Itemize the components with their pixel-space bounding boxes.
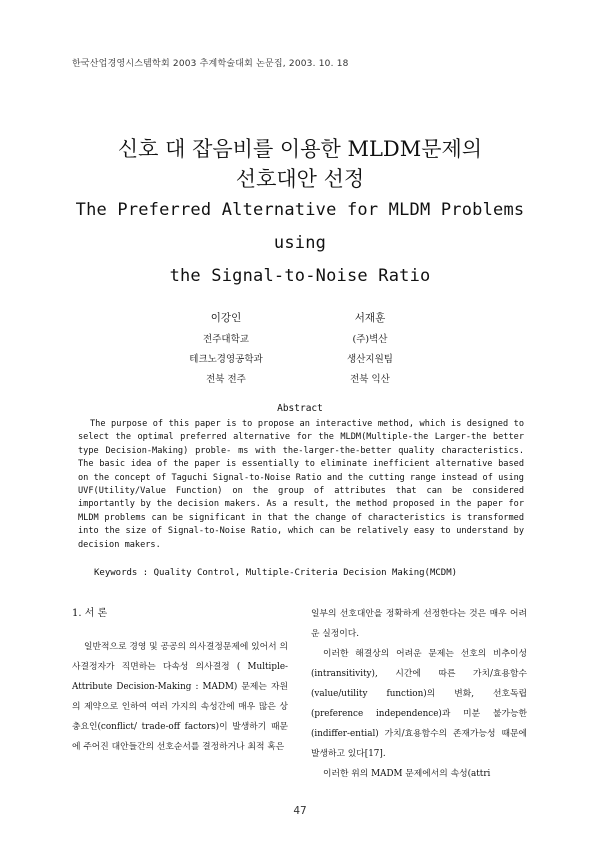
keywords: Keywords : Quality Control, Multiple-Criteria Decision Making(MCDM) <box>94 568 458 578</box>
author-department: 생산지원팀 <box>347 354 393 365</box>
title-block <box>0 134 600 293</box>
running-head: 한국산업경영시스템학회 2003 추계학술대회 논문집, 2003. 10. 18 <box>72 59 349 69</box>
page-number: 47 <box>293 805 307 817</box>
author-name: 서재훈 <box>354 312 386 324</box>
author-1 <box>166 309 286 390</box>
author-affiliation: (주)벽산 <box>352 334 388 345</box>
author-location: 전북 익산 <box>350 374 390 385</box>
english-title-line-3: the Signal-to-Noise Ratio <box>169 266 431 286</box>
abstract-heading: Abstract <box>277 403 323 414</box>
english-title-line-2: using <box>273 233 327 253</box>
paragraph: 이러한 위의 MADM 문제에서의 속성(attri <box>323 769 491 779</box>
korean-title-line-2: 선호대안 선정 <box>235 167 365 191</box>
paragraph: 이러한 해결상의 어려운 문제는 선호의 비추이성(intransitivity), 시간에 따른 가치/효용함수(value/utility function)의 변화, 선호독립(preference independence)과 미분 불가능한(indiffer-ential) 가치/효용함수의 존재가능성 때문에 발생하고 있다[17]. <box>311 649 527 759</box>
english-title-line-1: The Preferred Alternative for MLDM Problems <box>75 200 525 220</box>
paragraph: 일부의 선호대안을 정확하게 선정한다는 것은 매우 어려운 실정이다. <box>311 609 527 639</box>
section-heading: 1. 서 론 <box>72 608 108 619</box>
author-2 <box>310 309 430 390</box>
abstract-body: The purpose of this paper is to propose an interactive method, which is designed to select the optimal preferred alternative for the MLDM(Multiple-the Larger-the better type Decision-Making) proble- ms with the-larger-the-better quality characteristics. The basic idea of the paper is essentially to eliminate inefficient alternative based on the concept of Taguchi Signal-to-Noise Ratio and the cutting range instead of using UVF(Utility/Value Function) on the group of attributes that can be considered importantly by the decision makers. As a result, the method proposed in the paper for MLDM problems can be significant in that the change of characteristics is transformed into the size of Signal-to-Noise Ratio, which can be relatively easy to understand by decision makers. <box>78 419 524 550</box>
author-name: 이강인 <box>210 312 242 324</box>
left-column <box>72 604 288 757</box>
korean-title-line-1: 신호 대 잡음비를 이용한 MLDM문제의 <box>117 137 483 161</box>
author-affiliation: 전주대학교 <box>203 334 249 345</box>
author-department: 테크노경영공학과 <box>189 354 263 365</box>
author-location: 전북 전주 <box>206 374 246 385</box>
right-column <box>311 604 527 784</box>
paragraph: 일반적으로 경영 및 공공의 의사결정문제에 있어서 의사결정자가 직면하는 다속성 의사결정 ( Multiple-Attribute Decision-Making : MADM) 문제는 자원의 제약으로 인하여 여러 가지의 속성간에 매우 많은 상충요인(conflict/ trade-off factors)이 발생하기 때문에 주어진 대안들간의 선호순서를 결정하거나 최적 혹은 <box>72 642 288 752</box>
